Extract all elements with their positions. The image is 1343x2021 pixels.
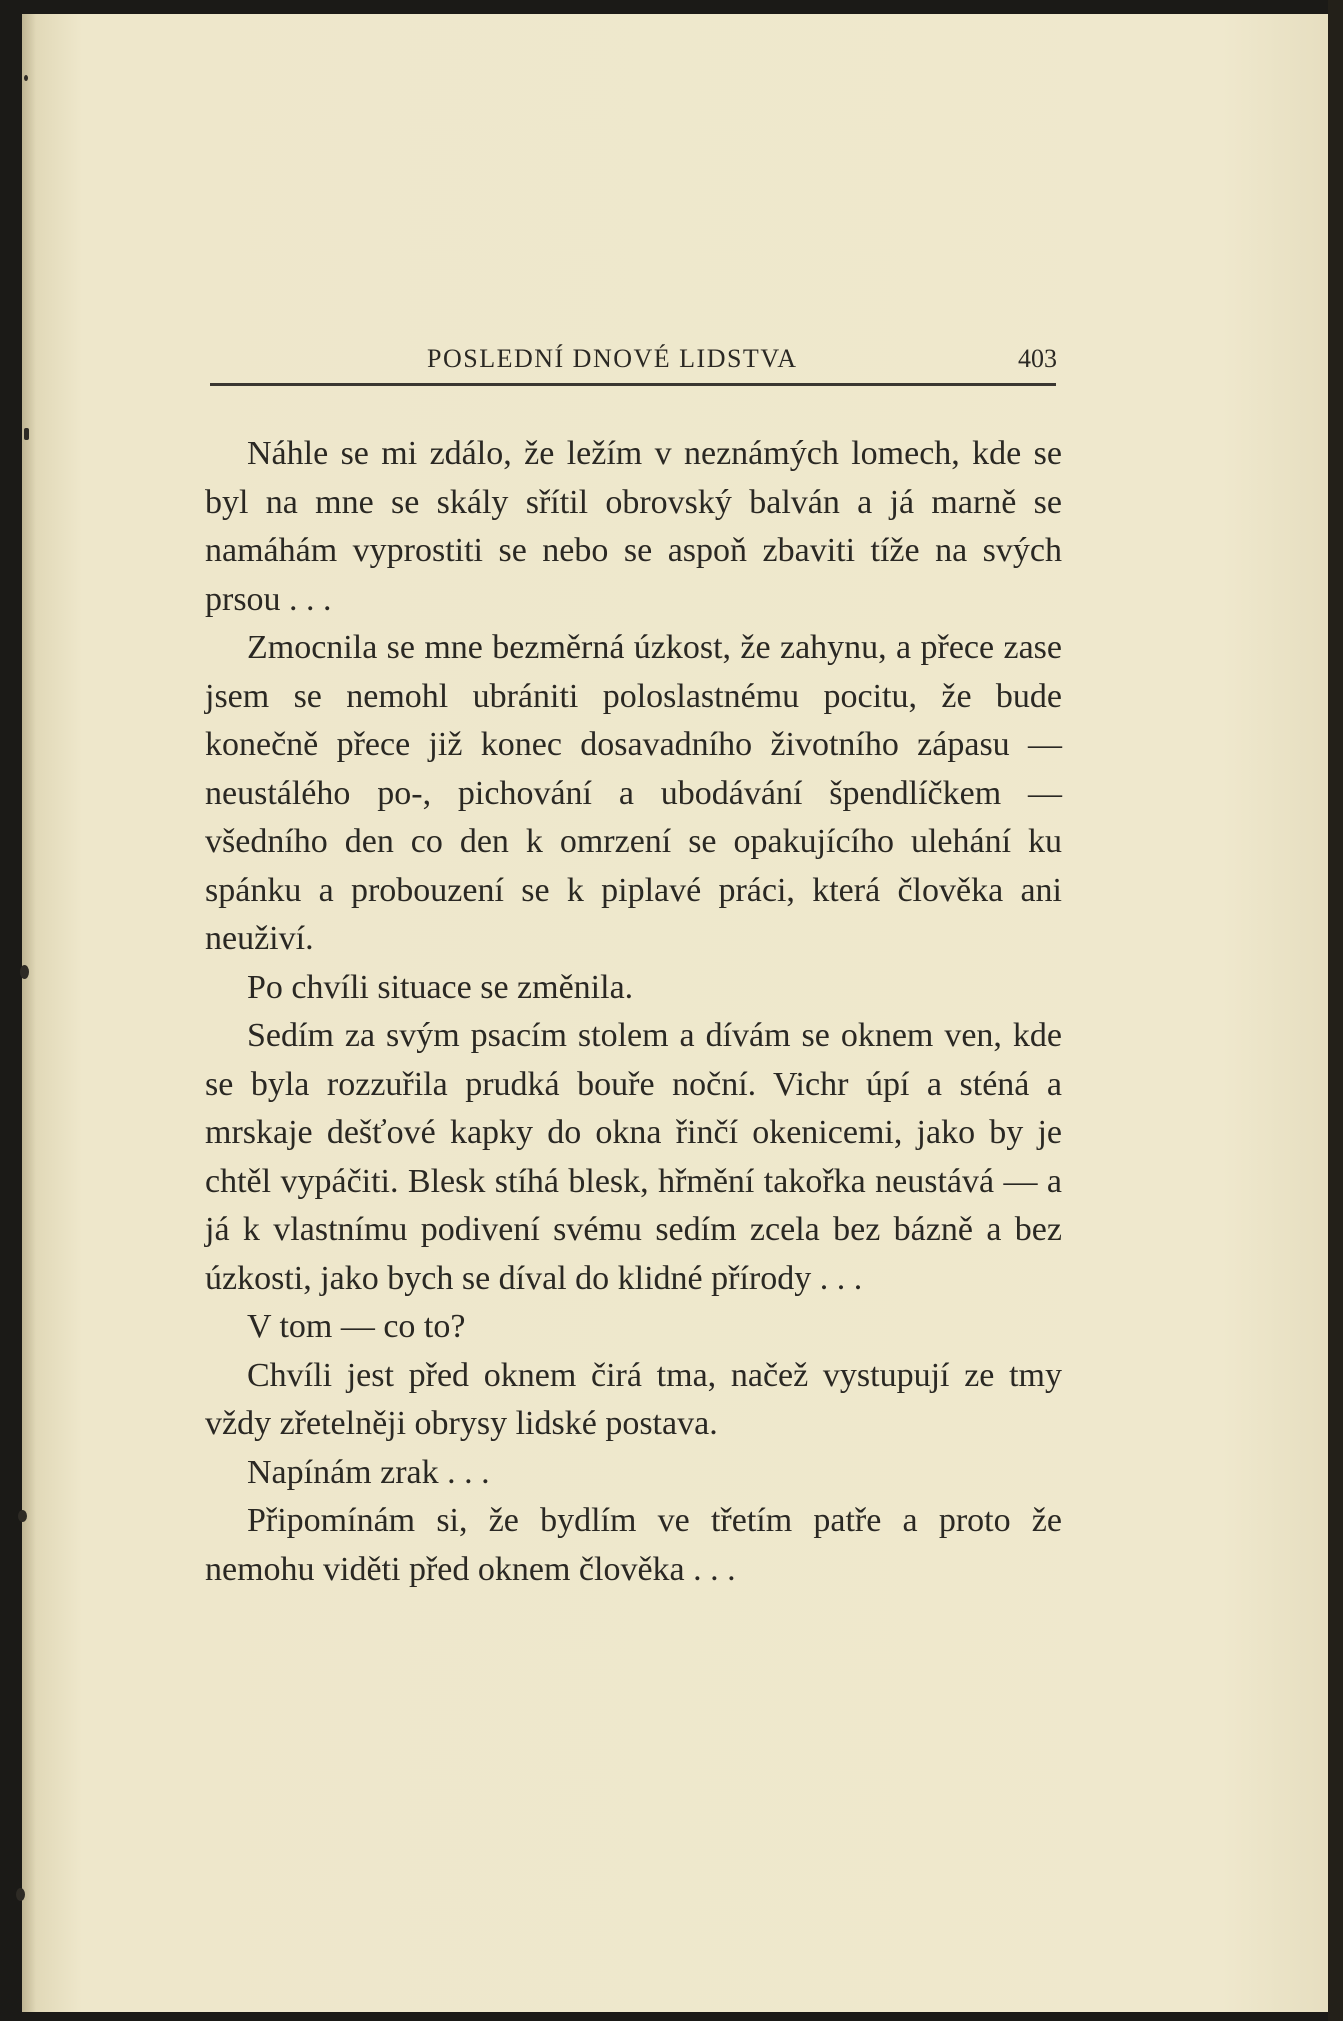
margin-speck bbox=[18, 1510, 27, 1522]
page-number: 403 bbox=[1018, 344, 1057, 373]
running-title: POSLEDNÍ DNOVÉ LIDSTVA bbox=[427, 344, 798, 373]
body-text bbox=[205, 430, 1062, 1594]
paragraph: Sedím za svým psacím stolem a dívám se oknem ven, kde se byla rozzuřila prudká bouře noční. Vichr úpí a sténá a mrskaje dešťové kapky do okna řinčí okenicemi, jako by je chtěl vypáčiti. Blesk stíhá blesk, hřmění takořka neustává — a já k vlastnímu podivení svému sedím zcela bez bázně a bez úzkosti, jako bych se díval do klidné přírody . . . bbox=[205, 1017, 1062, 1297]
margin-speck bbox=[16, 1888, 25, 1901]
paragraph: Náhle se mi zdálo, že ležím v neznámých lomech, kde se byl na mne se skály sřítil obrovský balván a já marně se namáhám vyprostiti se nebo se aspoň zbaviti tíže na svých prsou . . . bbox=[205, 435, 1062, 618]
margin-speck bbox=[24, 75, 28, 81]
paragraph: Zmocnila se mne bezměrná úzkost, že zahynu, a přece zase jsem se nemohl ubrániti poloslastnému pocitu, že bude konečně přece již konec dosavadního životního zápasu — neustálého po-, pichování a ubodávání špendlíčkem — všedního den co den k omrzení se opakujícího ulehání ku spánku a probouzení se k piplavé práci, která člověka ani neuživí. bbox=[205, 629, 1062, 957]
margin-speck bbox=[24, 428, 29, 440]
margin-speck bbox=[20, 965, 29, 979]
paragraph: Připomínám si, že bydlím ve třetím patře a proto že nemohu viděti před oknem člověka . . . bbox=[205, 1502, 1062, 1588]
paragraph: Chvíli jest před oknem čirá tma, načež vystupují ze tmy vždy zřetelněji obrysy lidské postava. bbox=[205, 1356, 1062, 1442]
header-rule bbox=[210, 383, 1056, 386]
spine-shadow bbox=[22, 14, 36, 2012]
page-edge bbox=[1328, 0, 1343, 2021]
paragraph: Po chvíli situace se změnila. bbox=[247, 968, 634, 1006]
paragraph: Napínám zrak . . . bbox=[247, 1453, 490, 1491]
paragraph: V tom — co to? bbox=[247, 1308, 466, 1345]
running-head bbox=[205, 340, 1057, 380]
